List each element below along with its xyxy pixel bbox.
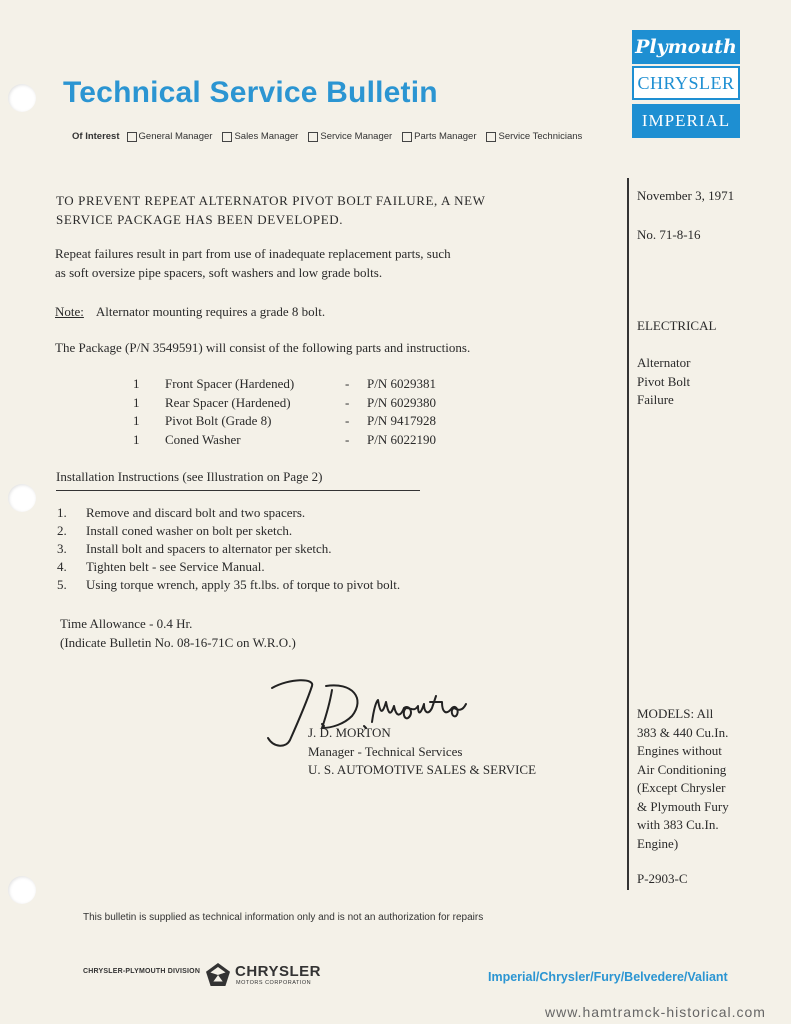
checkbox-icon <box>222 132 232 142</box>
audience-option: Parts Manager <box>402 131 476 142</box>
punch-hole <box>8 876 36 904</box>
applicable-models: MODELS: All 383 & 440 Cu.In. Engines without Air Conditioning (Except Chrysler & Plymouth Fury with 383 Cu.In. Engine) <box>637 706 729 851</box>
list-item: 5. Using torque wrench, apply 35 ft.lbs. of torque to pivot bolt. <box>57 577 401 592</box>
column-divider <box>627 178 629 890</box>
list-item: 1 Coned Washer - P/N 6022190 <box>133 431 436 447</box>
chrysler-corporation: MOTORS CORPORATION <box>236 980 312 986</box>
plymouth-logo: Plymouth <box>632 30 740 64</box>
parts-list <box>133 375 436 449</box>
list-item: 1 Rear Spacer (Hardened) - P/N 6029380 <box>133 394 436 410</box>
watermark: www.hamtramck-historical.com <box>545 1004 766 1020</box>
list-item: 1 Pivot Bolt (Grade 8) - P/N 9417928 <box>133 413 436 428</box>
punch-hole <box>8 84 36 112</box>
bulletin-title: Technical Service Bulletin <box>63 76 438 109</box>
bulletin-category: ELECTRICAL <box>637 318 717 333</box>
bulletin-number: No. 71-8-16 <box>637 227 701 242</box>
division-name: CHRYSLER-PLYMOUTH DIVISION <box>83 968 201 975</box>
intro-paragraph: Repeat failures result in part from use of inadequate replacement parts, such as soft oversize pipe spacers, soft washers and low grade bolts. <box>55 246 451 280</box>
checkbox-icon <box>402 132 412 142</box>
audience-row <box>72 131 588 142</box>
list-item: 3. Install bolt and spacers to alternator per sketch. <box>57 541 332 556</box>
list-item: 4. Tighten belt - see Service Manual. <box>57 559 265 574</box>
headline: TO PREVENT REPEAT ALTERNATOR PIVOT BOLT FAILURE, A NEW SERVICE PACKAGE HAS BEEN DEVELOPED. <box>56 193 486 227</box>
chrysler-logo: CHRYSLER <box>632 66 740 100</box>
list-item: 2. Install coned washer on bolt per sketch. <box>57 523 293 538</box>
checkbox-icon <box>308 132 318 142</box>
form-number: P-2903-C <box>637 871 688 886</box>
bulletin-date: November 3, 1971 <box>637 188 735 203</box>
package-text: The Package (P/N 3549591) will consist of the following parts and instructions. <box>55 340 471 355</box>
car-lines: Imperial/Chrysler/Fury/Belvedere/Valiant <box>488 970 728 984</box>
pentastar-icon <box>205 962 231 988</box>
disclaimer: This bulletin is supplied as technical information only and is not an authorization for repairs <box>83 912 484 923</box>
signature-block <box>308 724 536 780</box>
list-item: 1 Front Spacer (Hardened) - P/N 6029381 <box>133 376 436 391</box>
instruction-steps <box>57 504 400 594</box>
of-interest-label: Of Interest <box>72 131 120 142</box>
note-label: Note: <box>55 304 84 319</box>
note-text: Alternator mounting requires a grade 8 bolt. <box>95 304 326 319</box>
imperial-logo: IMPERIAL <box>632 104 740 138</box>
checkbox-icon <box>127 132 137 142</box>
signer-org: U. S. AUTOMOTIVE SALES & SERVICE <box>308 762 537 777</box>
instructions-heading: Installation Instructions (see Illustration on Page 2) <box>56 468 420 491</box>
list-item: 1. Remove and discard bolt and two spacers. <box>57 505 306 520</box>
checkbox-icon <box>486 132 496 142</box>
audience-option: Sales Manager <box>222 131 298 142</box>
time-allowance: Time Allowance - 0.4 Hr. (Indicate Bulletin No. 08-16-71C on W.R.O.) <box>60 616 296 650</box>
audience-option: Service Technicians <box>486 131 582 142</box>
audience-option: Service Manager <box>308 131 392 142</box>
audience-option: General Manager <box>127 131 213 142</box>
note <box>55 303 325 322</box>
signer-title: Manager - Technical Services <box>308 743 463 759</box>
punch-hole <box>8 484 36 512</box>
bulletin-subject: Alternator Pivot Bolt Failure <box>637 355 691 407</box>
signer-name: J. D. MORTON <box>308 725 391 740</box>
chrysler-wordmark: CHRYSLER <box>235 963 321 980</box>
